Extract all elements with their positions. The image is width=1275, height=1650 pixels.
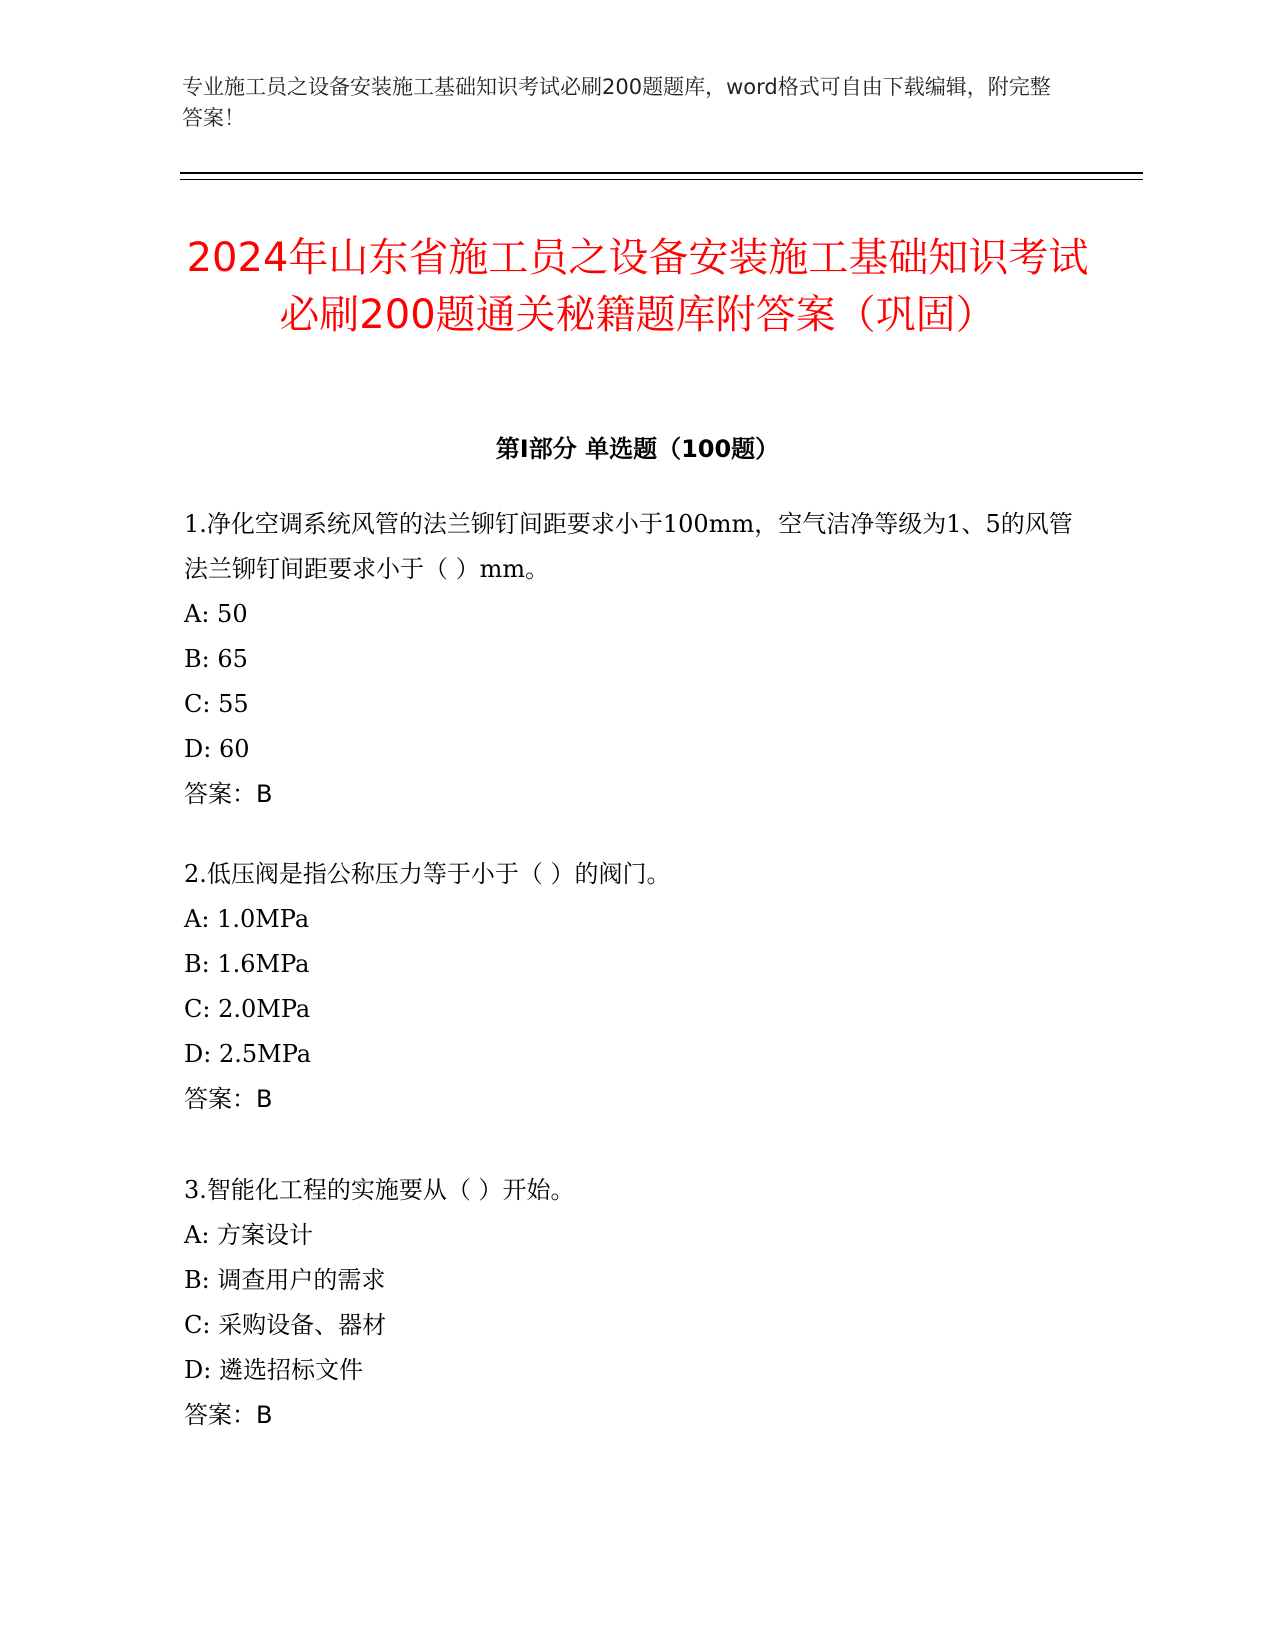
header-divider-thick <box>180 172 1143 174</box>
answer: 答案：B <box>184 780 273 808</box>
option-d: D: 2.5MPa <box>184 1040 312 1068</box>
question-stem: 2.低压阀是指公称压力等于小于（ ）的阀门。 <box>184 860 671 888</box>
header-divider-thin <box>180 179 1143 180</box>
answer: 答案：B <box>184 1085 273 1113</box>
question-stem: 3.智能化工程的实施要从（ ）开始。 <box>184 1176 575 1204</box>
question-2 <box>184 852 1084 1122</box>
option-b: B: 1.6MPa <box>184 950 310 978</box>
option-a: A: 方案设计 <box>184 1221 314 1249</box>
question-1 <box>184 502 1084 817</box>
option-b: B: 65 <box>184 645 248 673</box>
option-c: C: 采购设备、器材 <box>184 1311 387 1339</box>
answer: 答案：B <box>184 1401 273 1429</box>
option-a: A: 50 <box>184 600 248 628</box>
option-d: D: 遴选招标文件 <box>184 1356 363 1384</box>
header-note: 专业施工员之设备安装施工基础知识考试必刷200题题库，word格式可自由下载编辑，附完整答案！ <box>182 75 1051 130</box>
option-a: A: 1.0MPa <box>184 905 310 933</box>
section-title: 第I部分 单选题（100题） <box>495 435 780 463</box>
option-c: C: 2.0MPa <box>184 995 311 1023</box>
document-title: 2024年山东省施工员之设备安装施工基础知识考试必刷200题通关秘籍题库附答案（巩固） <box>186 235 1089 338</box>
question-3 <box>184 1168 1084 1438</box>
option-b: B: 调查用户的需求 <box>184 1266 386 1294</box>
option-d: D: 60 <box>184 735 250 763</box>
option-c: C: 55 <box>184 690 249 718</box>
question-stem: 1.净化空调系统风管的法兰铆钉间距要求小于100mm，空气洁净等级为1、5的风管法兰铆钉间距要求小于（ ）mm。 <box>184 510 1073 583</box>
